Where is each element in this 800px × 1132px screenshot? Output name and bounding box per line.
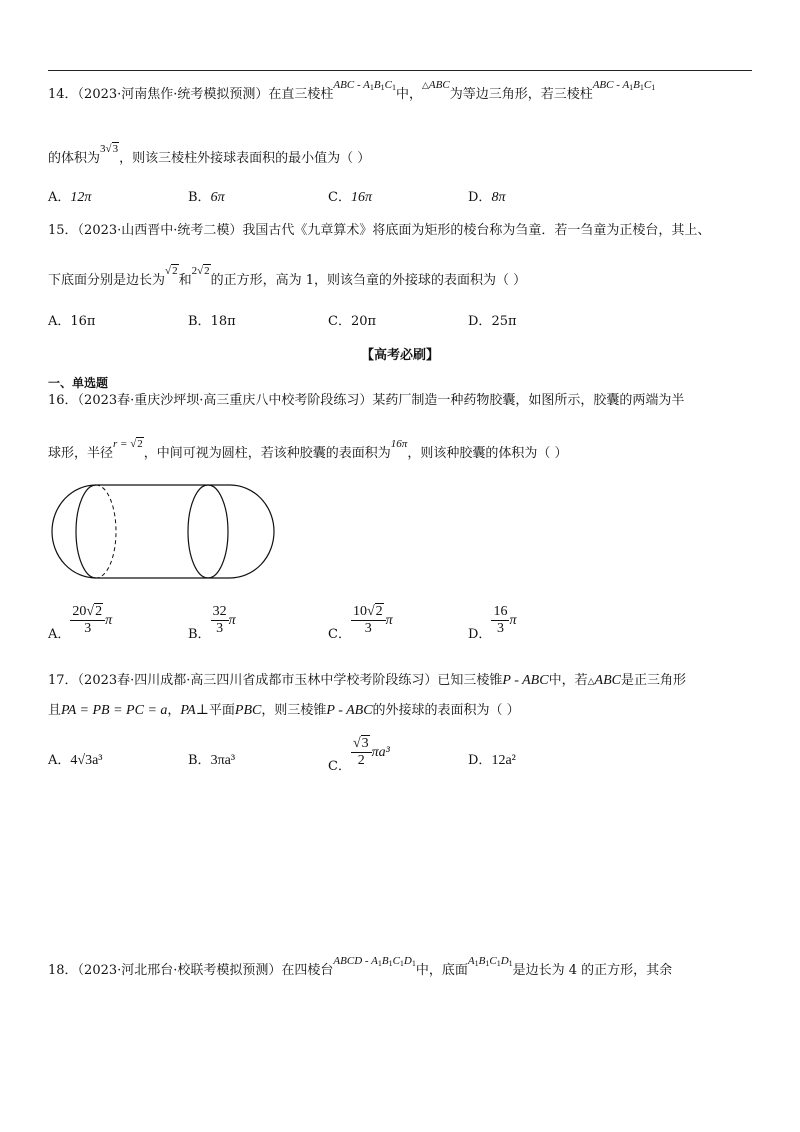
q16-text: ，中间可视为圆柱，若该种胶囊的表面积为: [143, 446, 391, 461]
q14-source: （2023·河南焦作·统考模拟预测）: [77, 87, 269, 102]
q15-text: 我国古代《九章算术》将底面为矩形的棱台称为刍童．若一刍童为正棱台，其上、: [242, 223, 711, 238]
q14-option-a[interactable]: A．12π: [48, 190, 92, 205]
q17-text: 是正三角形: [620, 673, 686, 688]
q18-text: 中，底面: [415, 963, 468, 978]
q14-text: 在直三棱柱: [268, 87, 334, 102]
q17-line-2: [48, 702, 520, 720]
capsule-right-seam-back: [208, 485, 228, 578]
q14-option-d[interactable]: D．8π: [468, 190, 506, 205]
capsule-outline: [52, 485, 274, 578]
q17-text: 中，若: [548, 673, 588, 688]
q18-base-formula: A1B1C1D1: [467, 955, 513, 968]
q14-triangle-name: ABC: [428, 79, 450, 91]
q17-text: ，则三棱锥: [261, 703, 327, 718]
q14-line-2: [48, 143, 371, 168]
q16-number: 16．: [48, 393, 78, 408]
q17-line-1: [48, 672, 686, 690]
q14-line-1: [48, 79, 656, 107]
capsule-right-seam-front: [188, 485, 208, 578]
q14-volume: 3√3: [100, 143, 119, 155]
q15-line-2: [48, 265, 527, 290]
q18-frustum-formula: ABCD - A1B1C1D1: [333, 955, 416, 968]
q18-text: 是边长为 4 的正方形，其余: [512, 963, 673, 978]
q14-text: 的体积为: [48, 151, 101, 166]
q18-text: 在四棱台: [281, 963, 334, 978]
q16-source: （2023春·重庆沙坪坝·高三重庆八中校考阶段练习）: [77, 393, 373, 408]
q15-option-d[interactable]: D．25π: [468, 314, 517, 329]
capsule-left-seam-back: [96, 485, 116, 578]
q15-option-b[interactable]: B．18π: [188, 314, 236, 329]
capsule-left-seam-front: [76, 485, 96, 578]
q14-text: 中，: [395, 87, 422, 102]
q15-source: （2023·山西晋中·统考二模）: [77, 223, 243, 238]
q15-root-a: √2: [165, 265, 178, 277]
q18-source: （2023·河北邢台·校联考模拟预测）: [77, 963, 282, 978]
q14-text: ，则该三棱柱外接球表面积的最小值为（ ）: [119, 151, 371, 166]
q16-text: 球形，半径: [48, 446, 114, 461]
q17-option-a[interactable]: A．4√3a³: [48, 753, 103, 768]
q17-text: 且: [48, 703, 62, 718]
q17-number: 17．: [48, 673, 78, 688]
q16-option-d[interactable]: D． $\frac{16}{3}$ π: [468, 604, 517, 642]
q15-option-c[interactable]: C．20π: [328, 314, 377, 329]
q17-option-d[interactable]: D．12a²: [468, 753, 516, 768]
q18-line-1: [48, 955, 673, 983]
q14-prism-formula-2: ABC - A1B1C1: [592, 79, 656, 92]
q17-source: （2023春·四川成都·高三四川省成都市玉林中学校考阶段练习）: [77, 673, 438, 688]
header-rule: [48, 70, 752, 71]
q16-radius: r = √2: [113, 438, 143, 450]
q17-option-c[interactable]: C． $\frac{√3}{2}$ πa³: [328, 736, 390, 774]
q18-number: 18．: [48, 963, 78, 978]
q14-prism-formula: ABC - A1B1C1: [333, 79, 396, 92]
q16-text: 某药厂制造一种药物胶囊，如图所示，胶囊的两端为半: [372, 393, 685, 408]
q15-number: 15．: [48, 223, 78, 238]
q15-text: 下底面分别是边长为: [48, 273, 166, 288]
q17-pyramid: P - ABC: [502, 673, 549, 688]
triangle-symbol: △: [587, 676, 595, 686]
q14-text: 为等边三角形，若三棱柱: [449, 87, 593, 102]
q17-text: ，: [167, 703, 181, 718]
section-heading: 【高考必刷】: [360, 348, 439, 363]
q17-text: 已知三棱锥: [437, 673, 503, 688]
q14-option-c[interactable]: C．16π: [328, 190, 372, 205]
q16-text: ，则该种胶囊的体积为（ ）: [407, 446, 568, 461]
capsule-figure: [46, 482, 276, 582]
q17-text: 的外接球的表面积为（ ）: [372, 703, 520, 718]
q15-root-b: 2√2: [191, 265, 210, 277]
q16-option-b[interactable]: B． $\frac{32}{3}$ π: [188, 604, 236, 642]
q16-option-a[interactable]: A． $\frac{20√2}{3}$ π: [48, 604, 113, 642]
q15-text: 和: [178, 273, 192, 288]
section-title: 一、单选题: [48, 376, 109, 390]
q17-plane: PBC: [234, 703, 262, 718]
q17-equal-edges: PA = PB = PC = a: [61, 703, 168, 718]
q16-line-1: [48, 392, 684, 410]
q15-text: 的正方形，高为 1，则该刍童的外接球的表面积为（ ）: [210, 273, 527, 288]
q14-number: 14．: [48, 87, 78, 102]
q16-option-c[interactable]: C． $\frac{10√2}{3}$ π: [328, 604, 393, 642]
q17-edge: PA: [180, 703, 196, 718]
q17-pyramid: P - ABC: [326, 703, 373, 718]
triangle-symbol: △: [421, 80, 429, 90]
q15-line-1: [48, 222, 710, 240]
q14-option-b[interactable]: B．6π: [188, 190, 225, 205]
q17-triangle-name: ABC: [594, 673, 621, 688]
q17-text: 平面: [208, 703, 235, 718]
q17-option-b[interactable]: B．3πa³: [188, 753, 236, 768]
perpendicular-symbol: ⊥: [195, 703, 209, 718]
q15-option-a[interactable]: A．16π: [48, 314, 96, 329]
q16-area: 16π: [390, 438, 408, 450]
